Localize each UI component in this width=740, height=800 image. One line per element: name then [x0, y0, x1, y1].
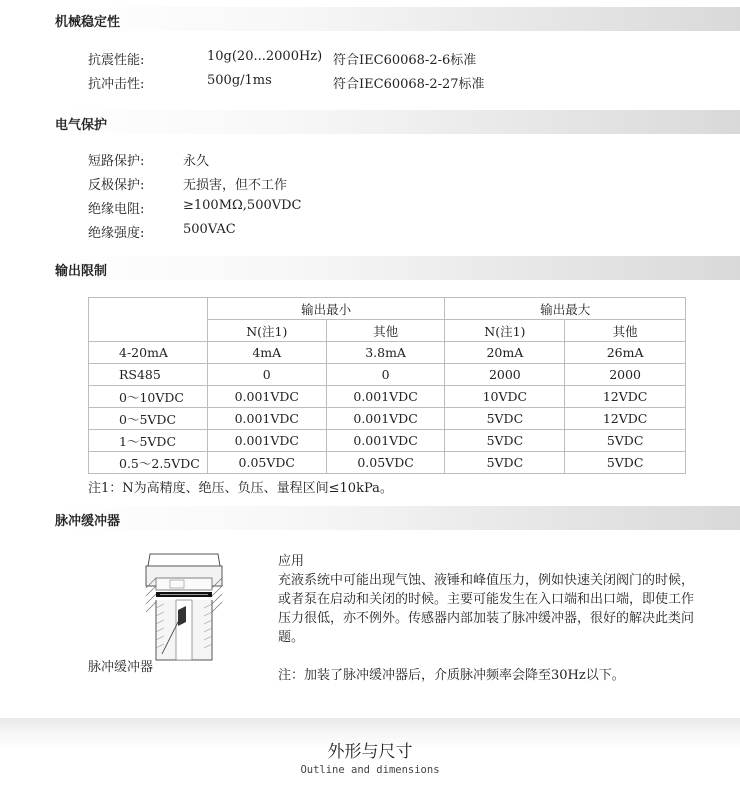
spec-value: 10g(20...2000Hz): [207, 49, 323, 64]
table-header-min: 输出最小: [207, 298, 445, 320]
spec-label: 绝缘强度:: [88, 226, 145, 241]
table-cell: 5VDC: [565, 430, 686, 452]
spec-value: 永久: [183, 154, 210, 169]
table-row: [89, 364, 686, 386]
section-header-output-limit: [55, 256, 740, 280]
table-row: [89, 408, 686, 430]
table-cell: 3.8mA: [326, 342, 445, 364]
spec-standard: 符合IEC60068-2-6标准: [333, 53, 477, 68]
table-row: [89, 430, 686, 452]
table-row: [89, 386, 686, 408]
application-body: 充液系统中可能出现气蚀、液锤和峰值压力，例如快速关闭阀门的时候，或者泵在启动和关闭的时候。主要可能发生在入口端和出口端，即使工作压力很低，亦不例外。传感器内部加装了脉冲缓冲器，很好的解决此类问题。: [278, 573, 695, 645]
table-cell: 5VDC: [445, 430, 565, 452]
table-cell: 0.5～2.5VDC: [89, 452, 208, 474]
table-cell: 2000: [445, 364, 565, 386]
section-title: 机械稳定性: [55, 15, 121, 30]
table-cell: 0: [207, 364, 326, 386]
table-row: [89, 342, 686, 364]
table-subheader: N(注1): [445, 320, 565, 342]
table-footnote: 注1：N为高精度、绝压、负压、量程区间≤10kPa。: [88, 481, 393, 496]
table-cell: 0.001VDC: [207, 430, 326, 452]
section-title: 电气保护: [55, 118, 108, 133]
table-header-empty: [89, 298, 208, 342]
table-cell: 0.001VDC: [207, 386, 326, 408]
table-cell: 0.001VDC: [326, 386, 445, 408]
spec-label: 反极保护:: [88, 178, 145, 193]
spec-value: 500g/1ms: [207, 73, 272, 88]
table-cell: 4-20mA: [89, 342, 208, 364]
table-cell: 0: [326, 364, 445, 386]
table-cell: 0.001VDC: [326, 408, 445, 430]
table-cell: 0.05VDC: [326, 452, 445, 474]
table-cell: 10VDC: [445, 386, 565, 408]
section-title: 输出限制: [55, 264, 108, 279]
table-cell: 4mA: [207, 342, 326, 364]
output-limit-table: [88, 297, 686, 474]
table-cell: 0.001VDC: [207, 408, 326, 430]
table-cell: 12VDC: [565, 408, 686, 430]
table-subheader: 其他: [565, 320, 686, 342]
table-cell: 1～5VDC: [89, 430, 208, 452]
table-header-max: 输出最大: [445, 298, 686, 320]
section-header-mechanical: [55, 7, 740, 31]
footer-title: 外形与尺寸: [327, 742, 413, 762]
application-text: [278, 552, 698, 685]
spec-value: 500VAC: [183, 222, 236, 237]
table-row: [89, 452, 686, 474]
spec-label: 短路保护:: [88, 154, 145, 169]
table-header-row: [89, 298, 686, 320]
table-subheader: 其他: [326, 320, 445, 342]
section-header-electrical: [55, 110, 740, 134]
footer-subtitle: Outline and dimensions: [300, 764, 440, 776]
application-note: 注：加装了脉冲缓冲器后，介质脉冲频率会降至30Hz以下。: [278, 668, 625, 683]
application-title: 应用: [278, 554, 305, 569]
spec-value: 无损害，但不工作: [183, 178, 288, 193]
spec-standard: 符合IEC60068-2-27标准: [333, 77, 485, 92]
table-cell: 2000: [565, 364, 686, 386]
table-cell: 0～5VDC: [89, 408, 208, 430]
spec-label: 抗震性能:: [88, 53, 145, 68]
table-subheader: N(注1): [207, 320, 326, 342]
table-cell: 5VDC: [445, 408, 565, 430]
spec-value: ≥100MΩ,500VDC: [183, 198, 302, 213]
table-cell: 20mA: [445, 342, 565, 364]
table-cell: 12VDC: [565, 386, 686, 408]
spec-label: 绝缘电阻:: [88, 202, 145, 217]
table-cell: 26mA: [565, 342, 686, 364]
pulse-damper-figure-label: 脉冲缓冲器: [88, 660, 154, 675]
table-cell: 5VDC: [445, 452, 565, 474]
section-header-pulse-damper: [55, 506, 740, 530]
table-cell: 5VDC: [565, 452, 686, 474]
spec-label: 抗冲击性:: [88, 77, 145, 92]
table-cell: 0～10VDC: [89, 386, 208, 408]
table-cell: 0.05VDC: [207, 452, 326, 474]
table-cell: 0.001VDC: [326, 430, 445, 452]
table-cell: RS485: [89, 364, 208, 386]
section-title: 脉冲缓冲器: [55, 514, 121, 529]
